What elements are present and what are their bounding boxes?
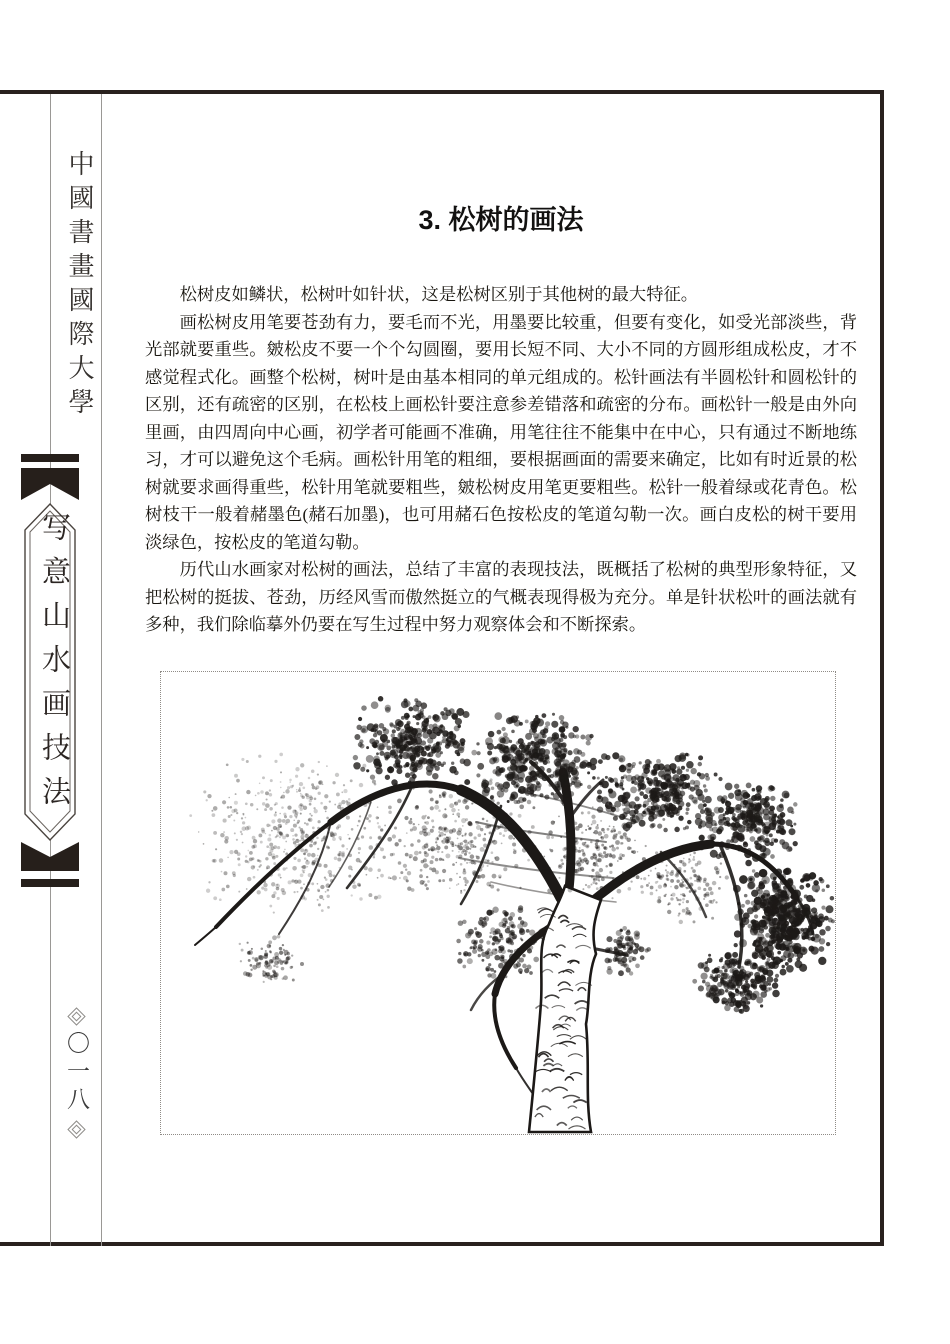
spine-title: 中國書畫國際大學 xyxy=(65,150,94,422)
body-paragraph: 松树皮如鳞状，松树叶如针状，这是松树区别于其他树的最大特征。 xyxy=(179,285,699,304)
ribbon-top-bar xyxy=(21,454,79,462)
pine-tree-ink-painting xyxy=(161,672,835,1134)
page-number-block xyxy=(50,1002,102,1144)
series-title: 写意山水画技法 xyxy=(38,512,70,820)
section-title: 3. 松树的画法 xyxy=(418,205,584,235)
ribbon-bottom-tail xyxy=(21,842,79,871)
ribbon-top-tail xyxy=(21,468,79,500)
diamond-ornament-icon xyxy=(67,1007,85,1025)
page-number: 〇一八 xyxy=(64,1031,89,1115)
body-text xyxy=(145,281,857,639)
body-paragraph: 画松树皮用笔要苍劲有力，要毛而不光，用墨要比较重，但要有变化，如受光部淡些，背光部就要重些。皴松皮不要一个个勾圆圈，要用长短不同、大小不同的方圆形组成松皮，才不感觉程式化。画整个松树，树叶是由基本相同的单元组成的。松针画法有半圆松针和圆松针的区别，还有疏密的区别，在松枝上画松针要注意参差错落和疏密的分布。画松针一般是由外向里画，由四周向中心画，初学者可能画不准确，用笔往往不能集中在中心，只有通过不断地练习，才可以避免这个毛病。画松针用笔的粗细，要根据画面的需要来确定，比如有时近景的松树就要求画得重些，松针用笔就要粗些，皴松树皮用笔更要粗些。松针一般着绿或花青色。松树枝干一般着赭墨色(赭石加墨)，也可用赭石色按松皮的笔道勾勒一次。画白皮松的树干要用淡绿色，按松皮的笔道勾勒。 xyxy=(145,312,857,552)
ribbon-bottom-bar xyxy=(21,879,79,887)
figure-frame xyxy=(160,671,836,1135)
diamond-ornament-icon xyxy=(67,1120,85,1138)
body-paragraph: 历代山水画家对松树的画法，总结了丰富的表现技法，既概括了松树的典型形象特征，又把松树的挺拔、苍劲，历经风雪而傲然挺立的气概表现得极为充分。单是针状松叶的画法就有多种，我们除临摹外仍要在写生过程中努力观察体会和不断探索。 xyxy=(145,560,857,634)
